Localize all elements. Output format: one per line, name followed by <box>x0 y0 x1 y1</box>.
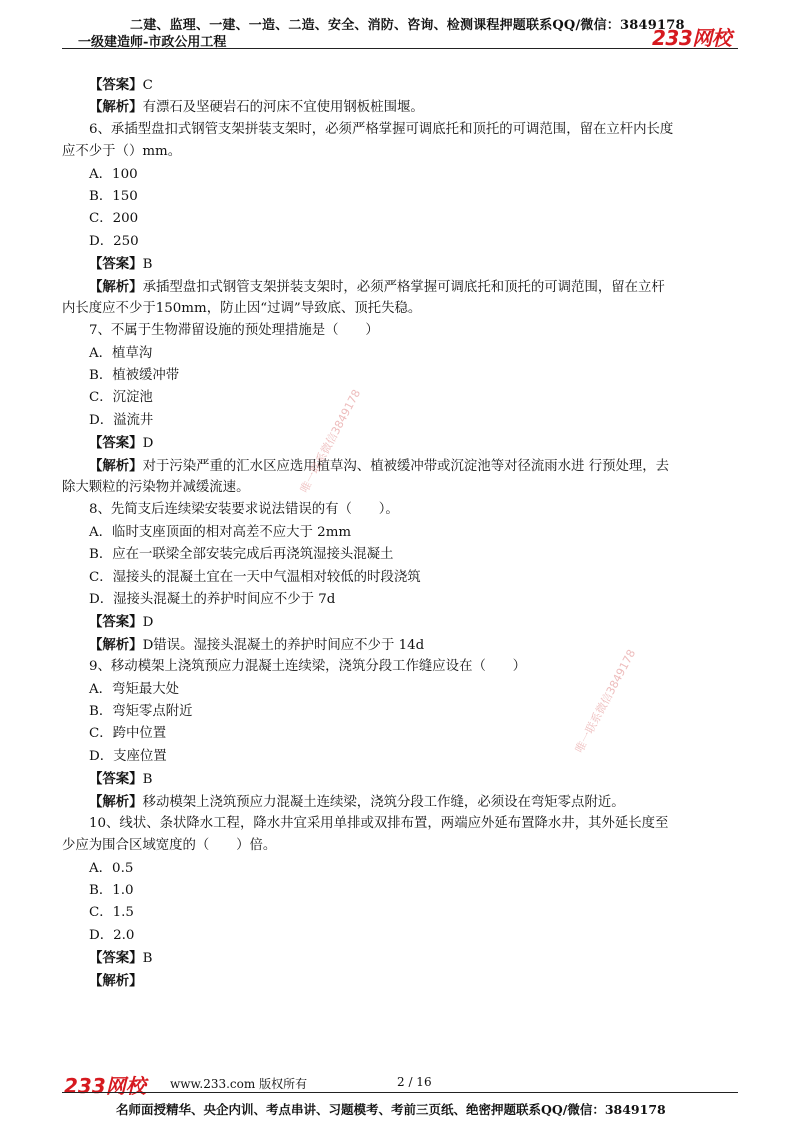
line-text: 6、承插型盘扣式钢管支架拼装支架时，必须严格掌握可调底托和顶托的可调范围，留在立杆内长度 <box>89 121 674 137</box>
analysis-tag: 【解析】 <box>89 972 143 989</box>
line-text: 内长度应不少于150mm，防止因“过调”导致底、顶托失稳。 <box>62 300 422 316</box>
analysis-tag: 【解析】 <box>89 278 143 295</box>
answer-line <box>62 947 742 969</box>
line-text: 10、线状、条状降水工程，降水井宜采用单排或双排布置，两端应外延布置降水井，其外延长度至 <box>89 815 669 831</box>
line-text: D．支座位置 <box>89 748 167 764</box>
option-line <box>62 723 742 745</box>
option-line <box>62 365 742 387</box>
line-text: A．100 <box>89 166 138 182</box>
option-line <box>62 343 742 365</box>
option-line <box>62 164 742 186</box>
line-text: A．植草沟 <box>89 345 153 361</box>
answer-line <box>62 253 742 275</box>
line-text: A．弯矩最大处 <box>89 681 180 697</box>
line-text: B．1.0 <box>89 883 134 899</box>
line-text: B <box>142 951 153 967</box>
header-contact-line: 二建、监理、一建、一造、二造、安全、消防、咨询、检测课程押题联系QQ/微信：3849178 <box>130 18 685 33</box>
brand-logo: 233网校 <box>652 26 732 50</box>
analysis-tag: 【解析】 <box>89 99 143 116</box>
question-text-line <box>62 320 742 342</box>
line-text: 有漂石及坚硬岩石的河床不宜使用钢板桩围堰。 <box>142 100 424 116</box>
line-text: D．湿接头混凝土的养护时间应不少于 7d <box>89 591 336 607</box>
line-text: B．150 <box>89 188 138 204</box>
question-text-line <box>62 141 742 163</box>
answer-tag: 【答案】 <box>89 256 143 273</box>
option-line <box>62 208 742 230</box>
option-line <box>62 387 742 409</box>
option-line <box>62 679 742 701</box>
line-text: B．弯矩零点附近 <box>89 703 193 719</box>
line-text: 8、先简支后连续梁安装要求说法错误的有（ ）。 <box>89 502 399 518</box>
line-text: D．250 <box>89 233 139 249</box>
analysis-line <box>62 276 742 298</box>
option-line <box>62 902 742 924</box>
answer-line <box>62 432 742 454</box>
line-text: A．0.5 <box>89 860 134 876</box>
line-text: C．沉淀池 <box>89 390 153 406</box>
page-number: 2 / 16 <box>397 1075 432 1089</box>
answer-tag: 【答案】 <box>89 77 143 93</box>
option-line <box>62 880 742 902</box>
analysis-tag: 【解析】 <box>89 457 143 474</box>
option-line <box>62 231 742 253</box>
analysis-line <box>62 634 742 656</box>
option-line <box>62 925 742 947</box>
option-line <box>62 589 742 611</box>
header-subtitle: 一级建造师-市政公用工程 <box>78 35 227 50</box>
answer-line <box>62 74 742 96</box>
question-text-line <box>62 477 742 499</box>
question-content <box>62 74 742 992</box>
line-text: C．湿接头的混凝土宜在一天中气温相对较低的时段浇筑 <box>89 569 421 585</box>
line-text: B．应在一联梁全部安装完成后再浇筑湿接头混凝土 <box>89 547 394 563</box>
option-line <box>62 544 742 566</box>
analysis-tag: 【解析】 <box>89 636 143 653</box>
line-text: D <box>142 615 154 631</box>
line-text: A．临时支座顶面的相对高差不应大于 2mm <box>89 524 352 540</box>
line-text: C．200 <box>89 211 139 227</box>
line-text: B <box>142 772 153 788</box>
option-line <box>62 701 742 723</box>
analysis-line <box>62 455 742 477</box>
line-text: 对于污染严重的汇水区应选用植草沟、植被缓冲带或沉淀池等对径流雨水进 行预处理，去 <box>142 458 670 474</box>
answer-tag: 【答案】 <box>89 950 143 967</box>
question-text-line <box>62 119 742 141</box>
option-line <box>62 746 742 768</box>
analysis-line <box>62 970 742 992</box>
header-divider <box>62 48 738 49</box>
line-text: C．1.5 <box>89 905 134 921</box>
answer-tag: 【答案】 <box>89 614 143 631</box>
line-text: D错误。湿接头混凝土的养护时间应不少于 14d <box>142 637 425 653</box>
line-text: B <box>142 257 153 273</box>
question-text-line <box>62 298 742 320</box>
line-text: D <box>142 436 154 452</box>
line-text: 移动模架上浇筑预应力混凝土连续梁，浇筑分段工作缝，必须设在弯矩零点附近。 <box>142 794 625 810</box>
option-line <box>62 522 742 544</box>
footer-divider <box>62 1092 738 1093</box>
line-text: 除大颗粒的污染物并减缓流速。 <box>62 480 250 496</box>
analysis-line <box>62 791 742 813</box>
line-text: D．2.0 <box>89 927 135 943</box>
footer-logo: 233网校 <box>64 1074 146 1098</box>
question-text-line <box>62 499 742 521</box>
line-text: 7、不属于生物滞留设施的预处理措施是（ ） <box>89 323 379 339</box>
answer-tag: 【答案】 <box>89 435 143 452</box>
analysis-tag: 【解析】 <box>89 793 143 810</box>
answer-line <box>62 611 742 633</box>
line-text: 9、移动模架上浇筑预应力混凝土连续梁，浇筑分段工作缝应设在（ ） <box>89 659 527 675</box>
line-text: 应不少于（）mm。 <box>62 144 182 160</box>
analysis-line <box>62 96 742 118</box>
answer-tag: 【答案】 <box>89 771 143 788</box>
watermark: 唯一联系微信3849178 <box>572 647 639 756</box>
question-text-line <box>62 835 742 857</box>
line-text: C <box>142 78 153 93</box>
line-text: D．溢流井 <box>89 412 154 428</box>
footer-copyright: www.233.com 版权所有 <box>170 1077 308 1091</box>
question-text-line <box>62 656 742 678</box>
page-header <box>0 0 800 52</box>
line-text: B．植被缓冲带 <box>89 368 180 384</box>
line-text: 少应为围合区域宽度的（ ）倍。 <box>62 838 277 854</box>
option-line <box>62 858 742 880</box>
answer-line <box>62 768 742 790</box>
footer-promo-line: 名师面授精华、央企内训、考点串讲、习题模考、考前三页纸、绝密押题联系QQ/微信：3849178 <box>116 1102 666 1117</box>
line-text: 承插型盘扣式钢管支架拼装支架时，必须严格掌握可调底托和顶托的可调范围，留在立杆 <box>142 279 665 295</box>
option-line <box>62 186 742 208</box>
question-text-line <box>62 813 742 835</box>
option-line <box>62 567 742 589</box>
watermark: 唯一联系微信3849178 <box>297 387 364 496</box>
option-line <box>62 410 742 432</box>
line-text: C．跨中位置 <box>89 726 167 742</box>
